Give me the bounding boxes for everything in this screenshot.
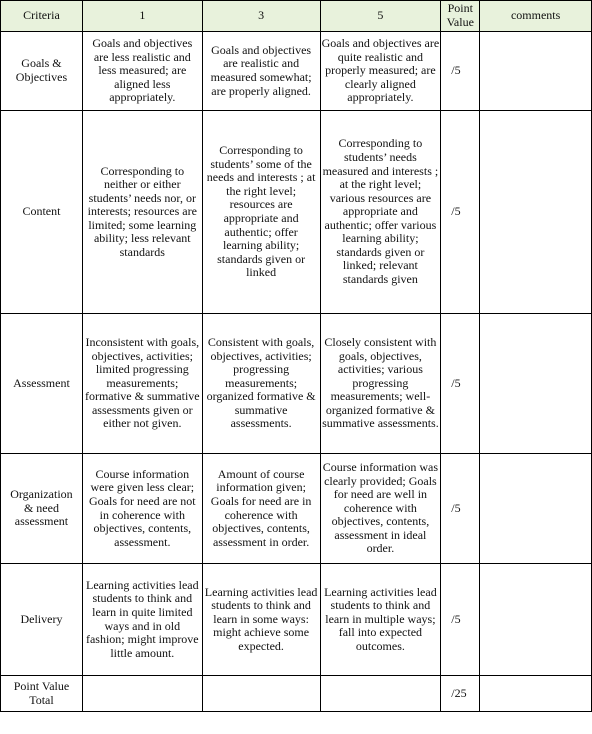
score-5-cell: Goals and objectives are quite realistic and properly measured; are clearly aligned appropriately. — [320, 32, 441, 111]
points-cell: /5 — [441, 111, 480, 314]
comments-cell[interactable] — [480, 676, 592, 712]
points-cell: /5 — [441, 454, 480, 564]
empty-cell — [202, 676, 320, 712]
empty-cell — [82, 676, 202, 712]
table-row — [1, 32, 592, 111]
total-row — [1, 676, 592, 712]
empty-cell — [320, 676, 441, 712]
score-3-cell: Corresponding to students’ some of the needs and interests ; at the right level; resources are appropriate and authentic; offer learning ability; standards given or linked — [202, 111, 320, 314]
score-3-cell: Amount of course information given; Goals for need are in coherence with objectives, contents, assessment in order. — [202, 454, 320, 564]
header-criteria: Criteria — [1, 1, 83, 32]
header-score-1: 1 — [82, 1, 202, 32]
points-cell: /5 — [441, 32, 480, 111]
comments-cell[interactable] — [480, 314, 592, 454]
comments-cell[interactable] — [480, 32, 592, 111]
score-5-cell: Learning activities lead students to think and learn in multiple ways; fall into expected outcomes. — [320, 564, 441, 676]
header-point-value: Point Value — [441, 1, 480, 32]
score-1-cell: Learning activities lead students to think and learn in quite limited ways and in old fashion; might improve little amount. — [82, 564, 202, 676]
score-5-cell: Corresponding to students’ needs measured and interests ; at the right level; various resources are appropriate and authentic; offer various learning ability; standards given or linked; relevant standards given — [320, 111, 441, 314]
header-score-5: 5 — [320, 1, 441, 32]
score-3-cell: Learning activities lead students to think and learn in some ways: might achieve some expected. — [202, 564, 320, 676]
comments-cell[interactable] — [480, 111, 592, 314]
score-1-cell: Corresponding to neither or either students’ needs nor, or interests; resources are limited; some learning ability; less relevant standards — [82, 111, 202, 314]
score-5-cell: Closely consistent with goals, objectives, activities; various progressing measurements; well-organized formative & summative assessments. — [320, 314, 441, 454]
total-label-cell: Point Value Total — [1, 676, 83, 712]
header-row — [1, 1, 592, 32]
criterion-cell: Assessment — [1, 314, 83, 454]
criterion-cell: Delivery — [1, 564, 83, 676]
table-row — [1, 314, 592, 454]
criterion-cell: Goals & Objectives — [1, 32, 83, 111]
comments-cell[interactable] — [480, 564, 592, 676]
score-1-cell: Inconsistent with goals, objectives, activities; limited progressing measurements; formative & summative assessments given or either not given. — [82, 314, 202, 454]
header-comments: comments — [480, 1, 592, 32]
score-3-cell: Goals and objectives are realistic and measured somewhat; are properly aligned. — [202, 32, 320, 111]
score-1-cell: Course information were given less clear; Goals for need are not in coherence with objectives, contents, assessment. — [82, 454, 202, 564]
score-1-cell: Goals and objectives are less realistic and less measured; are aligned less appropriately. — [82, 32, 202, 111]
criterion-cell: Organization & need assessment — [1, 454, 83, 564]
points-cell: /5 — [441, 564, 480, 676]
points-cell: /5 — [441, 314, 480, 454]
table-row — [1, 454, 592, 564]
criterion-cell: Content — [1, 111, 83, 314]
table-row — [1, 111, 592, 314]
total-points-cell: /25 — [441, 676, 480, 712]
comments-cell[interactable] — [480, 454, 592, 564]
header-score-3: 3 — [202, 1, 320, 32]
table-row — [1, 564, 592, 676]
score-3-cell: Consistent with goals, objectives, activities; progressing measurements; organized formative & summative assessments. — [202, 314, 320, 454]
score-5-cell: Course information was clearly provided; Goals for need are well in coherence with objectives, contents, assessment in ideal order. — [320, 454, 441, 564]
